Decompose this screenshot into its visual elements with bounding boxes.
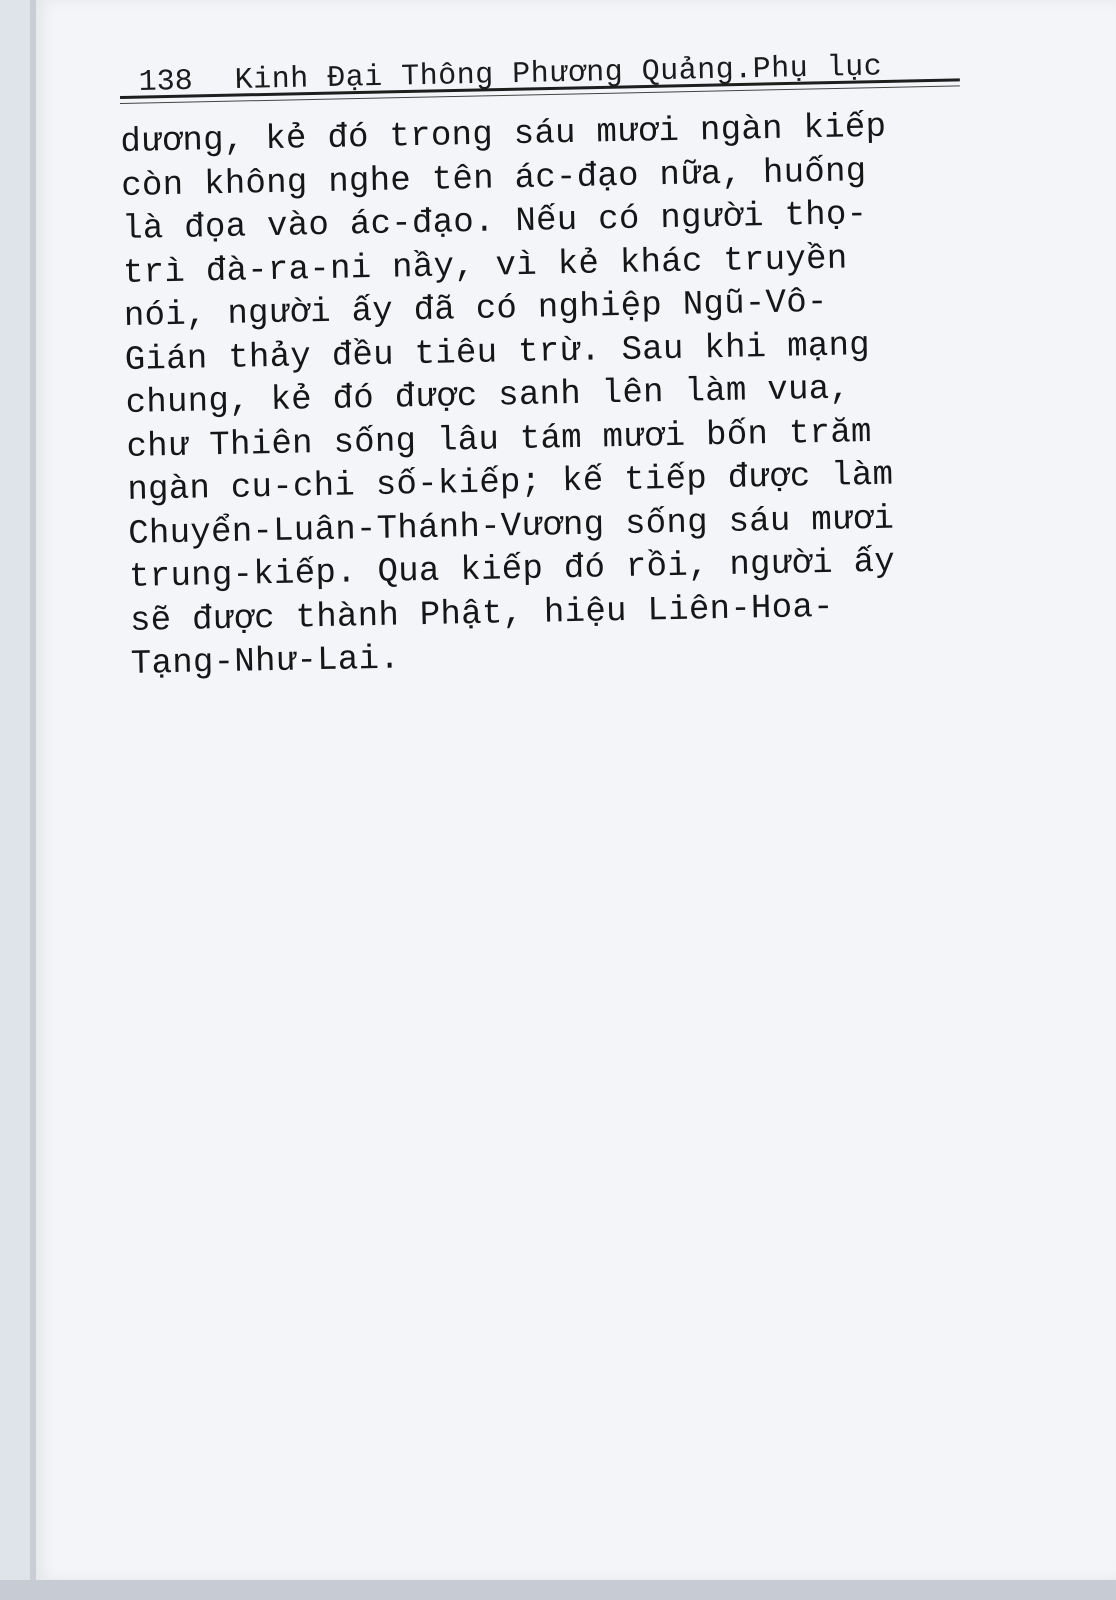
text-line: còn không nghe tên ác-đạo nữa, huống: [120, 152, 867, 206]
scan-background-strip: [0, 1580, 1116, 1600]
text-line: sẽ được thành Phật, hiệu Liên-Hoa-: [129, 588, 835, 641]
running-title: Kinh Đại Thông Phương Quảng.Phụ lục: [234, 50, 883, 98]
text-line: là đọa vào ác-đạo. Nếu có người thọ-: [121, 196, 868, 249]
text-line: ngàn cu-chi số-kiếp; kế tiếp được làm: [127, 456, 894, 510]
text-line: trì đà-ra-ni nầy, vì kẻ khác truyền: [122, 239, 848, 293]
text-line: Tạng-Như-Lai.: [130, 640, 401, 684]
page-number: 138: [138, 64, 194, 100]
text-line: Chuyển-Luân-Thánh-Vương sống sáu mươi: [127, 500, 895, 554]
text-line: trung-kiếp. Qua kiếp đó rồi, người ấy: [128, 543, 896, 597]
text-line: dương, kẻ đó trong sáu mươi ngàn kiếp: [120, 108, 887, 162]
body-paragraph: [120, 105, 981, 687]
text-line: Gián thảy đều tiêu trừ. Sau khi mạng: [124, 326, 871, 380]
text-line: chư Thiên sống lâu tám mươi bốn trăm: [126, 413, 873, 467]
text-line: chung, kẻ đó được sanh lên làm vua,: [125, 370, 851, 423]
text-line: nói, người ấy đã có nghiệp Ngũ-Vô-: [123, 283, 829, 336]
